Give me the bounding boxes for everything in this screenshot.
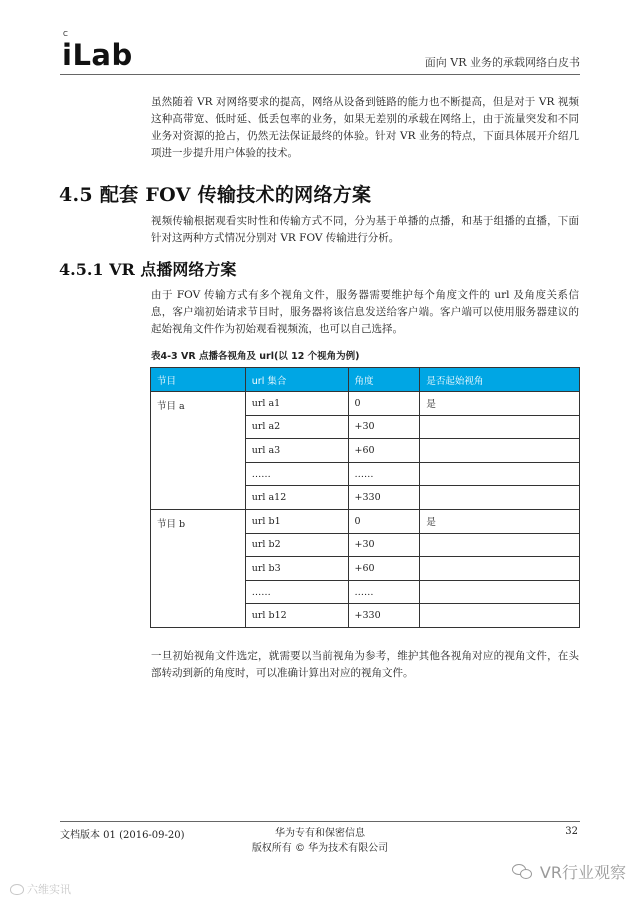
angle-cell: +60 xyxy=(348,557,420,581)
angle-cell: +330 xyxy=(348,486,420,510)
wechat-watermark-text: VR行业观察 xyxy=(539,863,626,882)
header-divider xyxy=(60,74,580,75)
table-row xyxy=(151,509,580,533)
table-body xyxy=(151,392,580,628)
angle-cell: +30 xyxy=(348,415,420,439)
column-header-start: 是否起始视角 xyxy=(420,368,580,392)
wechat-watermark xyxy=(512,860,626,883)
url-cell: url b12 xyxy=(245,604,348,628)
page-number: 32 xyxy=(565,826,578,837)
table-header-row xyxy=(151,368,580,392)
url-cell: …… xyxy=(245,580,348,604)
document-title: 面向 VR 业务的承载网络白皮书 xyxy=(424,56,580,69)
weibo-watermark xyxy=(10,881,71,897)
url-cell: url b3 xyxy=(245,557,348,581)
start-view-cell: 是 xyxy=(420,392,580,416)
url-cell: url b1 xyxy=(245,509,348,533)
closing-paragraph: 一旦初始视角文件选定，就需要以当前视角为参考，维护其他各视角对应的视角文件，在头部转动到新的角度时，可以准确计算出对应的视角文件。 xyxy=(151,650,579,679)
angle-cell: 0 xyxy=(348,509,420,533)
start-view-cell xyxy=(420,486,580,510)
start-view-cell xyxy=(420,439,580,463)
ilab-logo: iLab xyxy=(62,38,133,72)
url-cell: url a1 xyxy=(245,392,348,416)
subsection-paragraph: 由于 FOV 传输方式有多个视角文件，服务器需要维护每个角度文件的 url 及角度关系信息，客户端初始请求节目时，服务器将该信息发送给客户端。客户端可以使用服务器建议的起始视角文件作为初始观看视频流，也可以自己选择。 xyxy=(151,289,579,335)
angle-cell: +30 xyxy=(348,533,420,557)
page-header xyxy=(60,28,580,76)
start-view-cell xyxy=(420,462,580,486)
weibo-icon xyxy=(10,884,24,895)
section-paragraph: 视频传输根据观看实时性和传输方式不同，分为基于单播的点播，和基于组播的直播，下面针对这两种方式情况分别对 VR FOV 传输进行分析。 xyxy=(151,215,579,244)
logo-mark: C xyxy=(63,30,68,38)
start-view-cell xyxy=(420,557,580,581)
start-view-cell xyxy=(420,604,580,628)
table-row xyxy=(151,392,580,416)
column-header-program: 节目 xyxy=(151,368,246,392)
url-angle-table xyxy=(150,367,580,628)
footer-divider xyxy=(60,821,580,822)
subsection-heading: 4.5.1 VR 点播网络方案 xyxy=(59,260,237,279)
column-header-angle: 角度 xyxy=(348,368,420,392)
url-cell: url a3 xyxy=(245,439,348,463)
start-view-cell xyxy=(420,415,580,439)
wechat-icon xyxy=(512,864,534,880)
table-caption: 表4-3 VR 点播各视角及 url(以 12 个视角为例) xyxy=(151,351,360,362)
url-cell: url a2 xyxy=(245,415,348,439)
program-cell: 节目 b xyxy=(151,509,246,627)
angle-cell: 0 xyxy=(348,392,420,416)
weibo-watermark-text: 六维实讯 xyxy=(27,883,71,896)
confidential-notice: 华为专有和保密信息 xyxy=(275,828,365,839)
angle-cell: …… xyxy=(348,462,420,486)
start-view-cell: 是 xyxy=(420,509,580,533)
footer-center xyxy=(230,826,410,856)
angle-cell: +60 xyxy=(348,439,420,463)
section-heading: 4.5 配套 FOV 传输技术的网络方案 xyxy=(59,184,372,206)
document-version: 文档版本 01 (2016-09-20) xyxy=(60,830,185,841)
url-cell: url b2 xyxy=(245,533,348,557)
angle-cell: +330 xyxy=(348,604,420,628)
intro-paragraph: 虽然随着 VR 对网络要求的提高，网络从设备到链路的能力也不断提高，但是对于 VR 视频这种高带宽、低时延、低丢包率的业务，如果无差别的承载在网络上，由于流量突发和不同业务对资源的抢占，仍然无法保证最终的体验。针对 VR 业务的特点，下面具体展开介绍几项进一步提升用户体验的技术。 xyxy=(151,96,579,159)
program-cell: 节目 a xyxy=(151,392,246,510)
angle-cell: …… xyxy=(348,580,420,604)
start-view-cell xyxy=(420,533,580,557)
url-cell: url a12 xyxy=(245,486,348,510)
column-header-url: url 集合 xyxy=(245,368,348,392)
start-view-cell xyxy=(420,580,580,604)
copyright-notice: 版权所有 © 华为技术有限公司 xyxy=(251,843,389,854)
url-cell: …… xyxy=(245,462,348,486)
